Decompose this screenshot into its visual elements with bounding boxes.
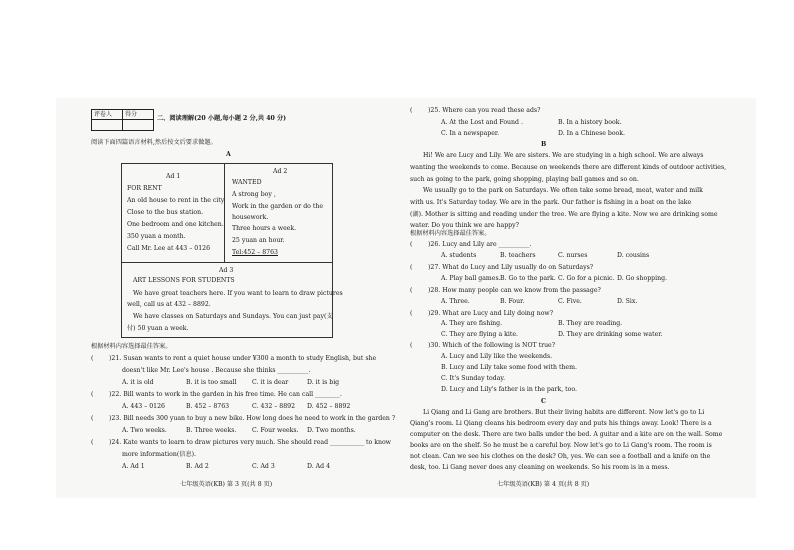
ad-1-box — [121, 163, 225, 263]
option: A. it is old — [122, 379, 154, 386]
ad-3-title: Ad 3 — [219, 267, 234, 274]
option: C. In a newspaper. — [441, 130, 500, 137]
option: A. At the Lost and Found . — [441, 119, 523, 126]
option: D. Ad 4 — [307, 463, 331, 470]
question-23-stem: )23. Bill needs 300 yuan to buy a new bike. How long does he need to work in the garden ? — [109, 415, 396, 422]
ad-1-line: Close to the bus station. — [127, 209, 204, 216]
ad-2-line: Tel:452 – 8763 — [232, 249, 278, 256]
ad-1-line: Call Mr. Lee at 443 – 0126 — [127, 245, 211, 252]
question-28-stem: )28. How many people can we know from the passage? — [428, 287, 601, 294]
passage-c-label: C — [541, 398, 546, 405]
passage-c-line: computer on the desk. There are two balls under the bed. A guitar and a kite are on the wall. Some — [410, 431, 723, 438]
question-30-stem: )30. Which of the following is NOT true? — [428, 342, 556, 349]
option: C. Four weeks. — [252, 427, 299, 434]
question-25-stem: )25. Where can you read these ads? — [428, 107, 541, 114]
option: B. Lucy and Lily take some food with them. — [441, 364, 577, 371]
option: A. students — [441, 252, 477, 259]
option: B. Three weeks. — [186, 427, 237, 434]
ad-2-line: Work in the garden or do the — [232, 203, 323, 210]
ad-3-line: We have great teachers here. If you want to learn to draw pictures — [133, 290, 343, 297]
option: C. 432 – 8892 — [252, 403, 296, 410]
choose-instruction: 根据材料内容选择最佳答案。 — [91, 343, 172, 350]
passage-b-label: B — [541, 141, 547, 148]
passage-c-line: desk, too. Li Gang never does any cleaning on weekends. So his room is in a mess. — [410, 464, 670, 471]
option: D. Two months. — [307, 427, 356, 434]
ad-2-box — [224, 163, 333, 263]
passage-b-line: (湖). Mother is sitting and reading under the tree. We are flying a kite. Now we are drinking some — [410, 211, 718, 218]
ad-2-line: housework. — [232, 214, 269, 221]
option: B. They are reading. — [558, 320, 623, 327]
question-27-stem: )27. What do Lucy and Lily usually do on Saturdays? — [428, 264, 594, 271]
ad-2-line: Three hours a week. — [232, 225, 297, 232]
ad-1-line: FOR RENT — [127, 185, 162, 192]
ad-2-line: WANTED — [232, 179, 262, 186]
footer-left: 七年级英语(KB) 第 3 页(共 8 页) — [180, 481, 273, 488]
option: D. They are drinking some water. — [558, 331, 663, 338]
ad-2-title: Ad 2 — [273, 168, 288, 175]
passage-b-line: such as going to the park, going shopping, playing ball games and so on. — [410, 176, 639, 183]
option: B. teachers — [500, 252, 536, 259]
ad-3-line: 付) 50 yuan a week. — [127, 325, 189, 332]
option: A. 443 – 0126 — [122, 403, 165, 410]
passage-a-label: A — [226, 151, 231, 158]
option: C. It's Sunday today. — [441, 375, 506, 382]
option: B. In a history book. — [558, 119, 622, 126]
ad-2-line: A strong boy , — [232, 191, 276, 198]
question-22-stem: )22. Bill wants to work in the garden in his free time. He can call ________. — [109, 391, 342, 398]
passage-c-line: not clean. Can we see his clothes on the desk? Oh, yes. We can see a football and a knife on the — [410, 453, 711, 460]
option: A. Two weeks. — [122, 427, 167, 434]
ad-1-line: 350 yuan a month. — [127, 233, 186, 240]
option: A. Play ball games. — [441, 275, 501, 282]
option: A. Ad 1 — [122, 463, 145, 470]
passage-b-line: water. Do you think we are happy? — [410, 222, 519, 229]
option: C. it is dear — [252, 379, 289, 386]
option: D. cousins — [617, 252, 650, 259]
option: C. Ad 3 — [252, 463, 275, 470]
passage-c-line: Qiang's room. Li Qiang cleans his bedroom every day and puts his things away. Look! There is a — [410, 420, 712, 427]
option: D. Lucy and Lily's father is in the park, too. — [441, 386, 577, 393]
ad-3-line: ART LESSONS FOR STUDENTS — [133, 277, 235, 284]
option: B. 452 – 8763 — [186, 403, 230, 410]
ad-3-line: well, call us at 432 – 8892. — [127, 301, 211, 308]
passage-b-line: Hi! We are Lucy and Lily. We are sisters. We are studying in a high school. We are always — [423, 152, 704, 159]
option: B. Ad 2 — [186, 463, 209, 470]
ad-3-line: We have classes on Saturdays and Sundays. You can just pay(支 — [133, 313, 333, 320]
score-label: 得分 — [123, 110, 154, 120]
passage-b-line: wanting the weekends to come. Because on weekends there are different kinds of outdoor activities, — [410, 164, 727, 171]
question-21-stem-2: doesn't like Mr. Lee's house . Because she thinks __________. — [122, 367, 311, 374]
question-21-stem: )21. Susan wants to rent a quiet house under ¥300 a month to study English, but she — [109, 355, 377, 362]
intro-text: 阅读下面四篇语言材料,然后按文后要求做题。 — [91, 139, 217, 146]
option: D. Six. — [617, 298, 638, 305]
option: C. They are flying a kite. — [441, 331, 518, 338]
ad-3-box — [121, 262, 343, 338]
question-24-stem-2: more information(信息). — [122, 451, 197, 458]
option: A. They are fishing. — [441, 320, 503, 327]
footer-right: 七年级英语(KB) 第 4 页(共 8 页) — [497, 481, 590, 488]
option: D. it is big — [307, 379, 340, 386]
option: A. Lucy and Lily like the weekends. — [441, 353, 553, 360]
option: D. 452 – 8892 — [307, 403, 351, 410]
ad-2-line: 25 yuan an hour. — [232, 237, 285, 244]
section-title: 二、阅读理解(20 小题,每小题 2 分,共 40 分) — [157, 115, 287, 122]
ad-1-line: One bedroom and one kitchen. — [127, 221, 224, 228]
passage-b-line: We usually go to the park on Saturdays. We often take some bread, meat, water and milk — [423, 187, 703, 194]
ad-1-title: Ad 1 — [166, 173, 181, 180]
option: D. Go shopping. — [617, 275, 668, 282]
option: C. Go for a picnic. — [558, 275, 615, 282]
passage-c-line: books are on the shelf. So he must be a careful boy. Now let's go to Li Gang's room. The room is — [410, 442, 712, 449]
option: C. nurses — [558, 252, 588, 259]
ad-1-line: An old house to rent in the city. — [127, 197, 226, 204]
score-box — [91, 109, 154, 131]
reviewer-label: 评卷人 — [92, 110, 123, 120]
question-29-stem: )29. What are Lucy and Lily doing now? — [428, 310, 554, 317]
choose-instruction-b: 根据材料内容选择最佳答案。 — [410, 230, 491, 237]
question-26-stem: )26. Lucy and Lily are __________. — [428, 241, 532, 248]
passage-b-line: with us. It's Saturday today. We are in the park. Our father is fishing in a boat on the lake — [410, 199, 692, 206]
passage-c-line: Li Qiang and Li Gang are brothers. But their living habits are different. Now let's go to Li — [423, 409, 705, 416]
option: C. Five. — [558, 298, 582, 305]
question-24-stem: )24. Kate wants to learn to draw pictures very much. She should read ___________ to know — [109, 439, 391, 446]
option: B. Go to the park. — [500, 275, 556, 282]
option: D. In a Chinese book. — [558, 130, 626, 137]
option: A. Three. — [441, 298, 470, 305]
option: B. Four. — [500, 298, 525, 305]
option: B. it is too small — [186, 379, 237, 386]
